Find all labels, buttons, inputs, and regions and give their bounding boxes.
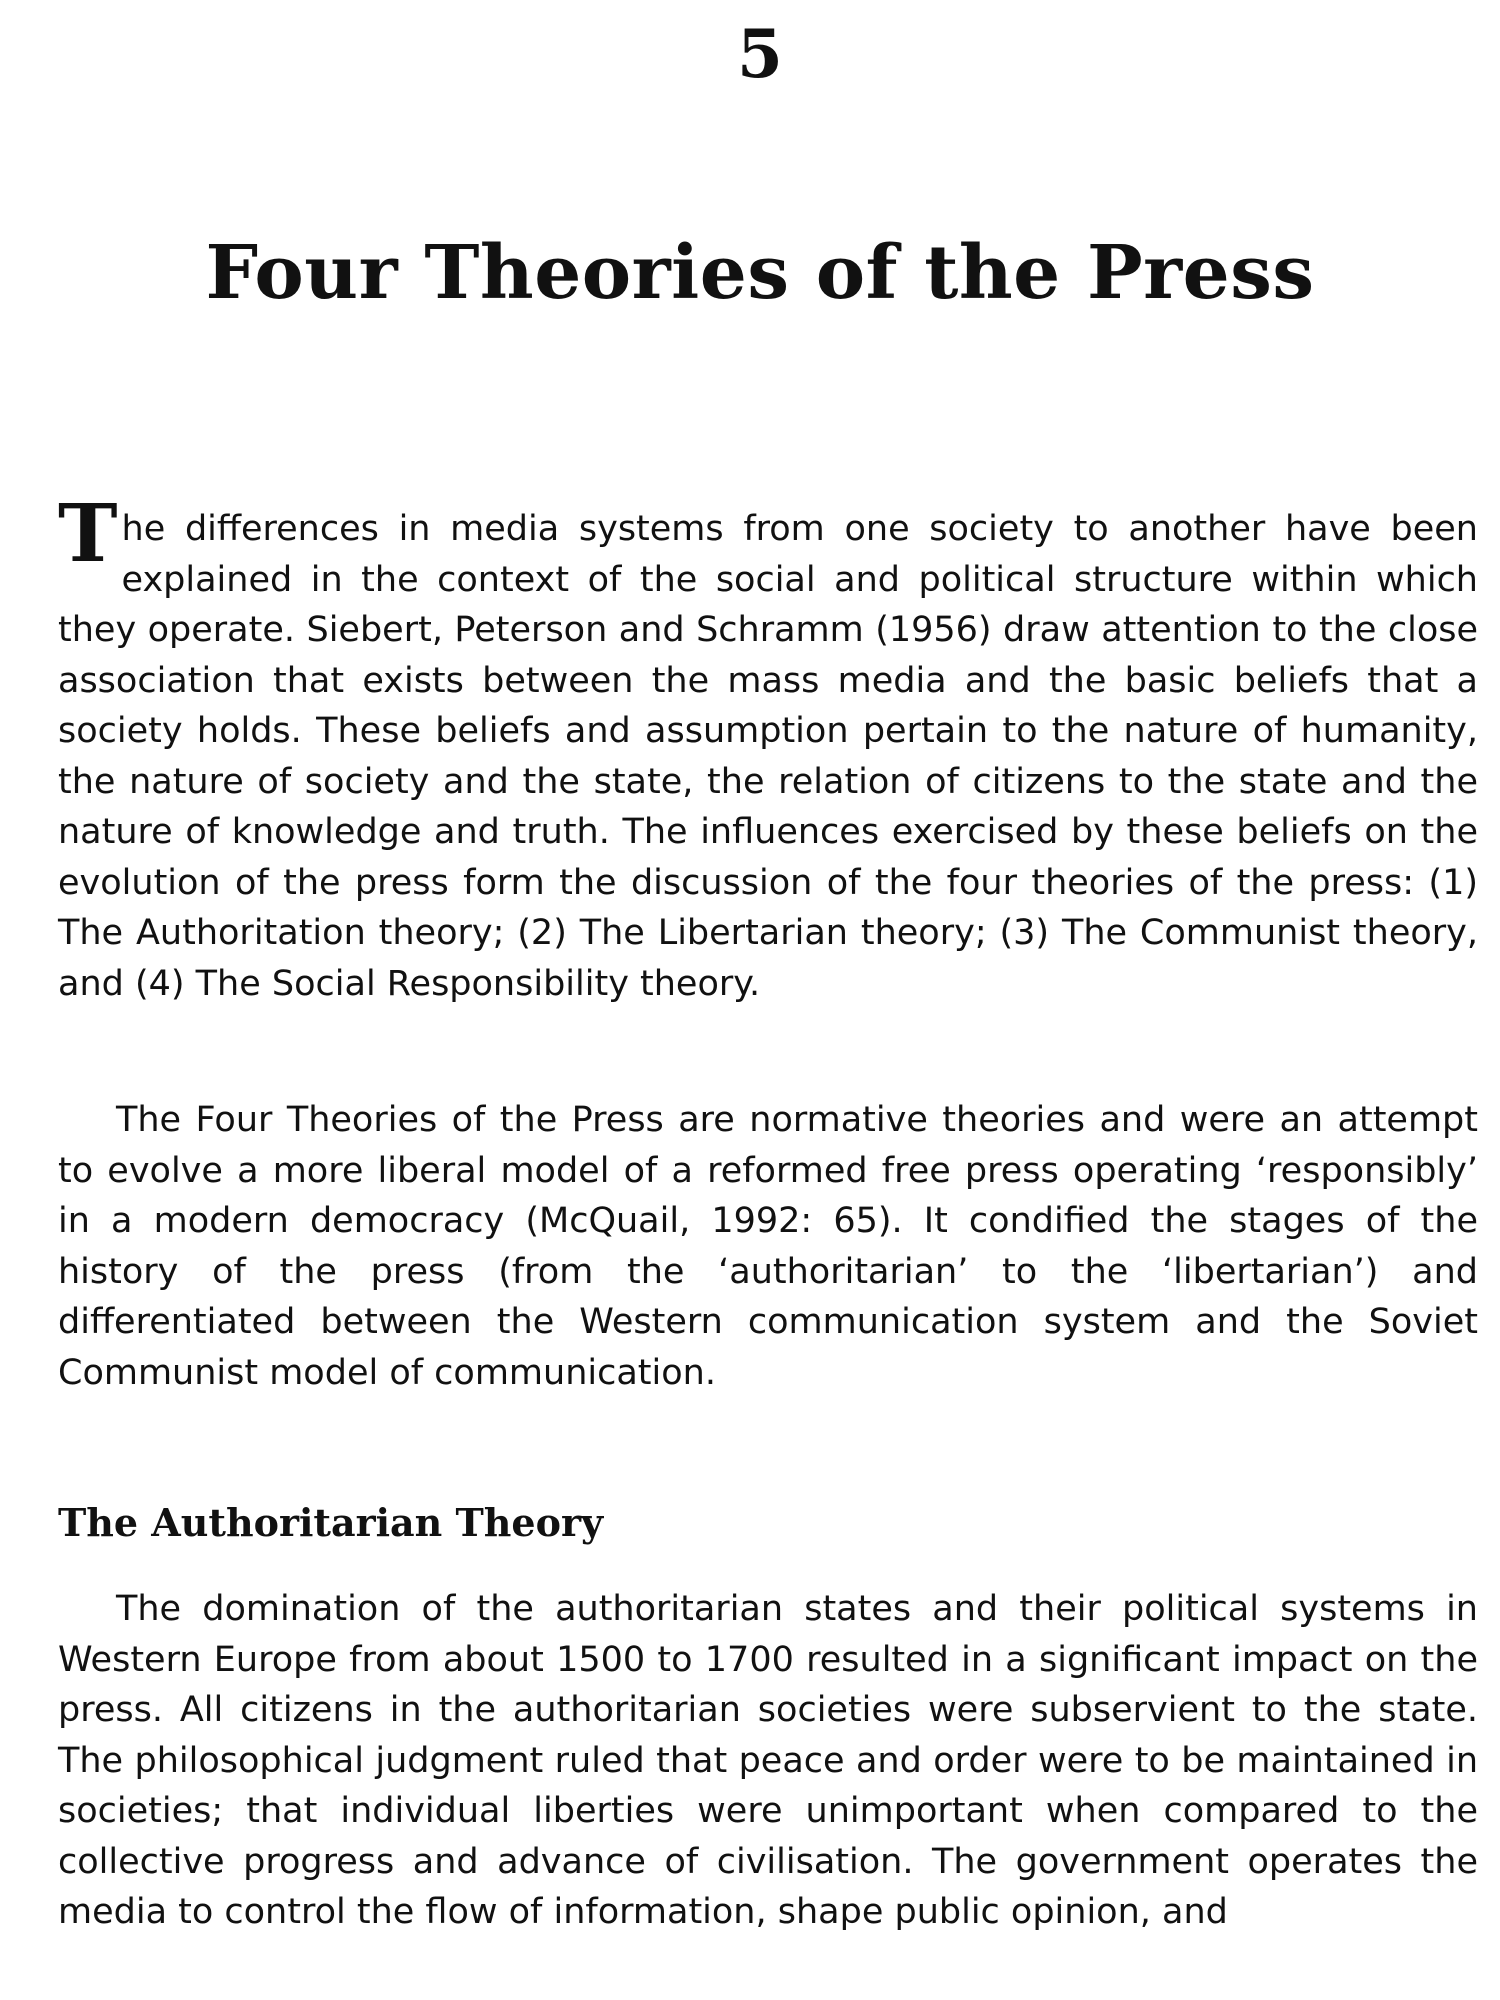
drop-cap: T xyxy=(58,486,118,580)
authoritarian-paragraph: The domination of the authoritarian states and their political systems in Western Europe from about 1500 to 1700 resulted in a significant impact on the press. All citizens in the authoritarian societies were subservient to the state. The philosophical judgment ruled that peace and order were to be maintained in societies; that individual liberties were unimportant when compared to the collective progress and advance of civilisation. The government operates the media to control the flow of information, shape public opinion, and xyxy=(58,1589,1478,1932)
chapter-title: Four Theories of the Press xyxy=(205,230,1315,316)
intro-paragraph xyxy=(58,486,1478,1009)
normative-theories-paragraph: The Four Theories of the Press are normative theories and were an attempt to evolve a more liberal model of a reformed free press operating ‘responsibly’ in a modern democracy (McQuail, 1992: 65). It condified the stages of the history of the press (from the ‘authoritarian’ to the ‘libertarian’) and differentiated between the Western communication system and the Soviet Communist model of communication. xyxy=(58,1100,1478,1393)
chapter-number: 5 xyxy=(737,15,783,93)
intro-paragraph-text: he differences in media systems from one society to another have been explained in the context of the social and political structure within which they operate. Siebert, Peterson and Schramm (1956) draw attention to the close association that exists between the mass media and the basic beliefs that a society holds. These beliefs and assumption pertain to the nature of humanity, the nature of society and the state, the relation of citizens to the state and the nature of knowledge and truth. The influences exercised by these beliefs on the evolution of the press form the discussion of the four theories of the press: (1) The Authoritation theory; (2) The Libertarian theory; (3) The Communist theory, and (4) The Social Responsibility theory. xyxy=(58,509,1478,1004)
section-heading: The Authoritarian Theory xyxy=(58,1500,604,1545)
